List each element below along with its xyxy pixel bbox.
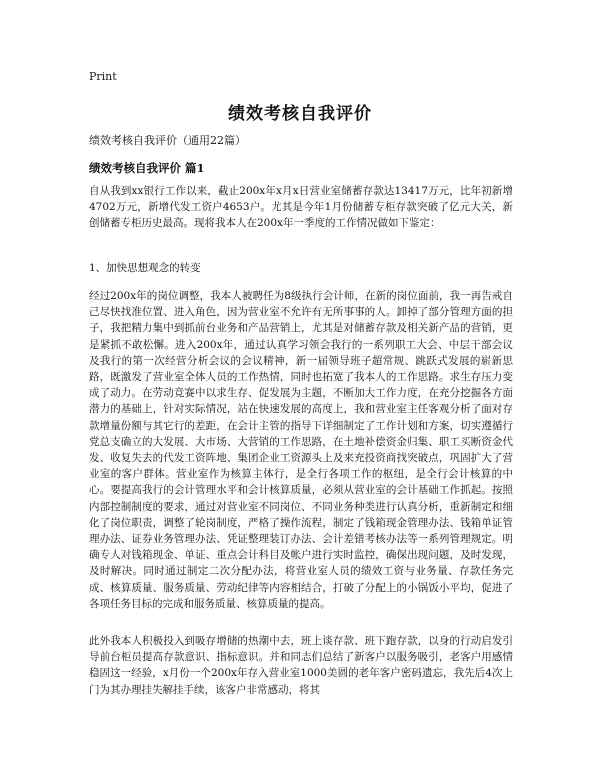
section-title: 绩效考核自我评价 篇1: [89, 161, 205, 175]
paragraph-body-1: 经过200x年的岗位调整，我本人被聘任为8级执行会计师，在新的岗位面前，我一再告戒自己尽快找准位置、进入角色，因为营业室不允许有无所事事的人。卸掉了部分管理方面的担子，我把精力集中到抓前台业务和产品营销上，尤其是对储蓄存款及相关新产品的营销，更是紧抓不敢松懈。进入200x年，通过认真学习领会我行的一系列职工大会、中层干部会议及我行的第一次经营分析会议的会议精神，新一届领导班子超常规、跳跃式发展的崭新思路，既激发了营业室全体人员的工作热情，同时也拓宽了我本人的工作思路。求生存压力变成了动力。在劳动竞赛中以求生存、促发展为主题，不断加大工作力度，在充分挖掘各方面潜力的基础上，针对实际情况，站在快速发展的高度上，我和营业室主任客观分析了面对存款增量份额与其它行的差距，在会计主管的指导下详细制定了工作计划和方案，切实遵循行党总支确立的大发展、大市场、大营销的工作思路，在土地补偿资金归集、职工买断资金代发、收复失去的代发工资阵地、集团企业工资源头上及来充投资商找突破点，巩固扩大了营业室的客户群体。营业室作为核算主体行，是全行各项工作的枢纽，是全行会计核算的中心。要提高我行的会计管理水平和会计核算质量，必须从营业室的会计基础工作抓起。按照内部控制制度的要求，通过对营业室不同岗位、不同业务种类进行认真分析，重新制定和细化了岗位职责，调整了轮岗制度，严格了操作流程，制定了钱箱现金管理办法、钱箱单证管理办法、证券业务管理办法、凭证整理装订办法、会计差错考核办法等一系列管理规定。明确专人对钱箱现金、单证、重点会计科目及帐户进行实时监控，确保出现问题，及时发现，及时解决。同时通过制定二次分配办法，将营业室人员的绩效工资与业务量、存款任务完成、核算质量、服务质量、劳动纪律等内容相结合，打破了分配上的小锅饭小平均，促进了各项任务目标的完成和服务质量、核算质量的提高。: [89, 290, 513, 610]
paragraph-body-2: 此外我本人积极投入到吸存增储的热潮中去，班上谈存款、班下跑存款，以身的行动启发引导前台柜员提高存款意识、指标意识。并和同志们总结了新客户以服务吸引，老客户用感情稳固这一经验，x月份一个200x年存入营业室1000美圆的老年客户密码遗忘，我先后4次上门为其办理挂失解挂手续，该客户非常感动，将其: [89, 635, 513, 696]
print-link[interactable]: Print: [89, 70, 117, 83]
document-subtitle: 绩效考核自我评价（通用22篇）: [89, 134, 246, 147]
paragraph-intro: 自从我到xx银行工作以来，截止200x年x月x日营业室储蓄存款达13417万元，比年初新增4702万元，新增代发工资户4653户。尤其是今年1月份储蓄专柜存款突破了亿元大关，新创储蓄专柜历史最高。现将我本人在200x年一季度的工作情况做如下鉴定：: [89, 185, 513, 230]
document-title: 绩效考核自我评价: [228, 104, 372, 124]
subheading-1: 1、加快思想观念的转变: [89, 262, 201, 274]
